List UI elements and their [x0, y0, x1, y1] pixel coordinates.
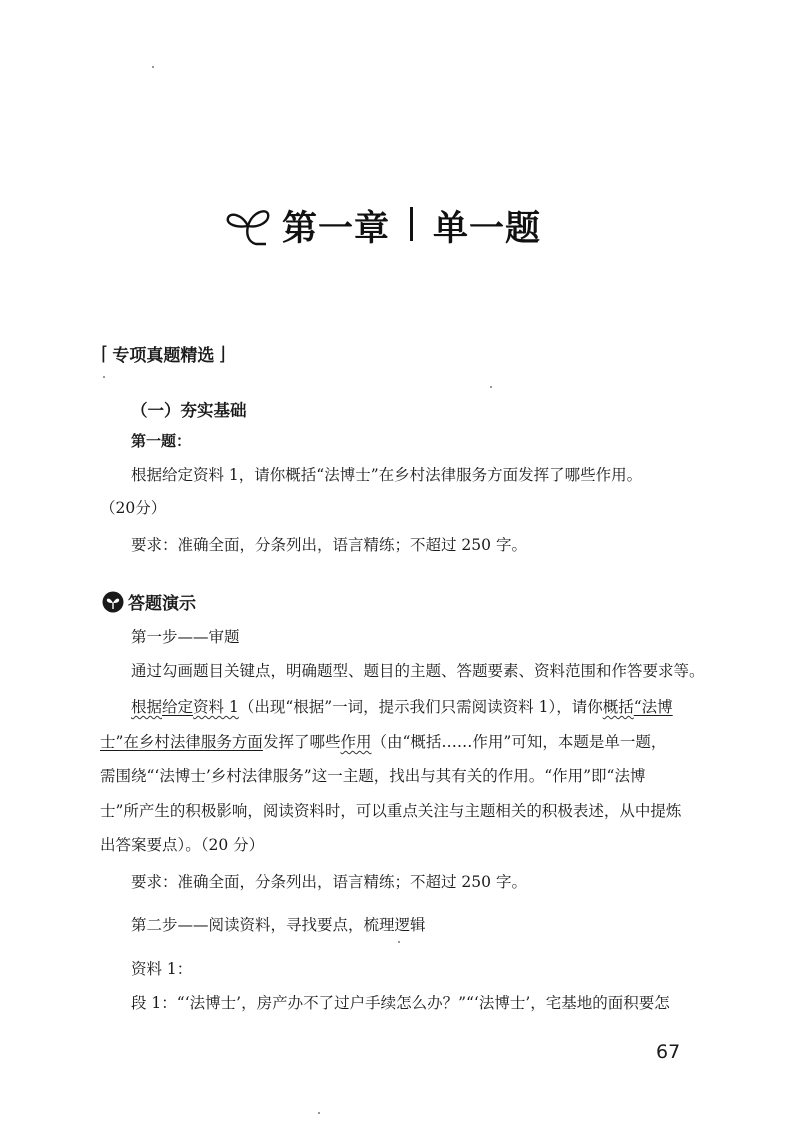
- keyword-genju: 根据: [131, 698, 163, 716]
- keyword-fabo: “法博: [633, 698, 673, 716]
- question-label: 第一题：: [131, 432, 192, 450]
- analysis-line-2: [100, 732, 666, 752]
- section-header: [101, 341, 226, 366]
- analysis-line-5: 出答案要点）。（20 分）: [100, 836, 265, 854]
- keyword-topic: 士”在乡村法律服务方面: [100, 733, 263, 751]
- keyword-summarize: 概括: [602, 698, 634, 716]
- subsection-title: （一）夯实基础: [131, 401, 247, 420]
- chapter-number: 第一章: [282, 209, 391, 249]
- demo-title: 答题演示: [128, 594, 196, 614]
- sprout-badge-icon: [102, 591, 124, 613]
- scan-speck: [152, 66, 154, 68]
- chapter-divider: [410, 207, 413, 241]
- question-text-line1: 根据给定资料 1，请你概括“法博士”在乡村法律服务方面发挥了哪些作用。: [131, 466, 643, 484]
- keyword-given: 给定: [162, 698, 194, 716]
- demo-header: [102, 589, 196, 614]
- keyword-material: 资料 1: [193, 698, 239, 716]
- scan-speck: [398, 941, 400, 943]
- material-line: 段 1：“‘法博士’，房产办不了过户手续怎么办？”“‘法博士’，宅基地的面积要怎: [131, 994, 670, 1012]
- chapter-subtitle: 单一题: [433, 209, 542, 249]
- step1-label: 第一步——审题: [131, 628, 240, 646]
- material-label: 资料 1：: [131, 960, 193, 978]
- analysis-text: （出现“根据”一词，提示我们只需阅读资料 1），请你: [238, 698, 603, 716]
- sprout-icon: [222, 200, 280, 252]
- bracket-left-icon: ⌈: [101, 342, 109, 365]
- page-number: 67: [656, 1041, 681, 1063]
- bracket-right-icon: ⌋: [218, 342, 226, 365]
- analysis-text: 发挥了哪些: [262, 733, 341, 751]
- question-requirement: 要求：准确全面，分条列出，语言精练；不超过 250 字。: [131, 536, 527, 554]
- question-text-line2: （20分）: [100, 499, 167, 517]
- scan-speck: [318, 1112, 320, 1114]
- keyword-effect: 作用: [340, 733, 372, 751]
- demo-requirement: 要求：准确全面，分条列出，语言精练；不超过 250 字。: [131, 873, 527, 891]
- scan-speck: [490, 386, 492, 388]
- analysis-line-3: 需围绕“‘法博士’乡村法律服务”这一主题，找出与其有关的作用。“作用”即“法博: [100, 767, 646, 785]
- section-title: 专项真题精选: [112, 346, 215, 366]
- step2-label: 第二步——阅读资料，寻找要点，梳理逻辑: [131, 916, 426, 934]
- chapter-heading: [222, 200, 541, 252]
- scan-speck: [103, 376, 105, 378]
- analysis-text: （由“概括……作用”可知，本题是单一题，: [371, 733, 667, 751]
- analysis-line-4: 士”所产生的积极影响，阅读资料时，可以重点关注与主题相关的积极表述，从中提炼: [100, 802, 682, 820]
- demo-intro: 通过勾画题目关键点，明确题型、题目的主题、答题要素、资料范围和作答要求等。: [131, 662, 705, 680]
- analysis-line-1: [131, 697, 673, 717]
